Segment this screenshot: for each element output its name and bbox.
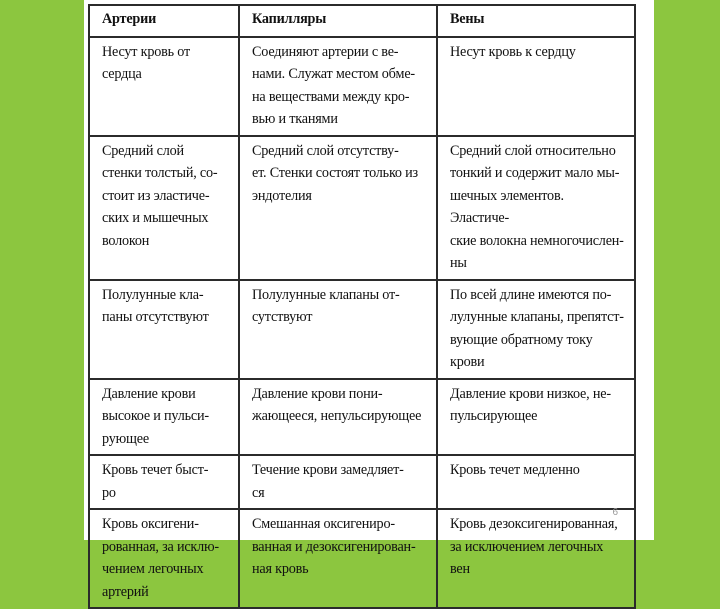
table-cell: Кровь течет быст- ро bbox=[89, 455, 239, 509]
table-cell: Давление крови высокое и пульси- рующее bbox=[89, 379, 239, 456]
table-row-flow bbox=[89, 455, 635, 509]
table-row-wall bbox=[89, 136, 635, 280]
header-veins: Вены bbox=[437, 5, 635, 37]
table-cell: Несут кровь от сердца bbox=[89, 37, 239, 136]
table-cell: Давление крови низкое, не- пульсирующее bbox=[437, 379, 635, 456]
table-cell: Кровь течет медленно bbox=[437, 455, 635, 509]
table-cell: Кровь дезоксигенированная, за исключением легочных вен bbox=[437, 509, 635, 608]
table-cell: Смешанная оксигениро- ванная и дезоксигенирован- ная кровь bbox=[239, 509, 437, 608]
table-row-oxygenation bbox=[89, 509, 635, 608]
slide-number: 6 bbox=[612, 507, 618, 518]
table-cell: По всей длине имеются по- лулунные клапаны, препятст- вующие обратному току крови bbox=[437, 280, 635, 379]
header-capillaries: Капилляры bbox=[239, 5, 437, 37]
slide-page bbox=[84, 0, 654, 600]
table-row-valves bbox=[89, 280, 635, 379]
table-cell: Средний слой относительно тонкий и содержит мало мы- шечных элементов. Эластиче- ские волокна немногочислен- ны bbox=[437, 136, 635, 280]
table-cell: Средний слой отсутству- ет. Стенки состоят только из эндотелия bbox=[239, 136, 437, 280]
table-cell: Полулунные клапаны от- сутствуют bbox=[239, 280, 437, 379]
table-cell: Несут кровь к сердцу bbox=[437, 37, 635, 136]
table-cell: Кровь оксигени- рованная, за исклю- чением легочных артерий bbox=[89, 509, 239, 608]
table-cell: Средний слой стенки толстый, со- стоит из эластиче- ских и мышечных волокон bbox=[89, 136, 239, 280]
table-cell: Соединяют артерии с ве- нами. Служат местом обме- на веществами между кро- вью и тканями bbox=[239, 37, 437, 136]
table-row-pressure bbox=[89, 379, 635, 456]
header-arteries: Артерии bbox=[89, 5, 239, 37]
table-cell: Давление крови пони- жающееся, непульсирующее bbox=[239, 379, 437, 456]
table-row-function bbox=[89, 37, 635, 136]
comparison-table bbox=[88, 4, 636, 609]
table-cell: Течение крови замедляет- ся bbox=[239, 455, 437, 509]
table-header-row bbox=[89, 5, 635, 37]
table-cell: Полулунные кла- паны отсутствуют bbox=[89, 280, 239, 379]
